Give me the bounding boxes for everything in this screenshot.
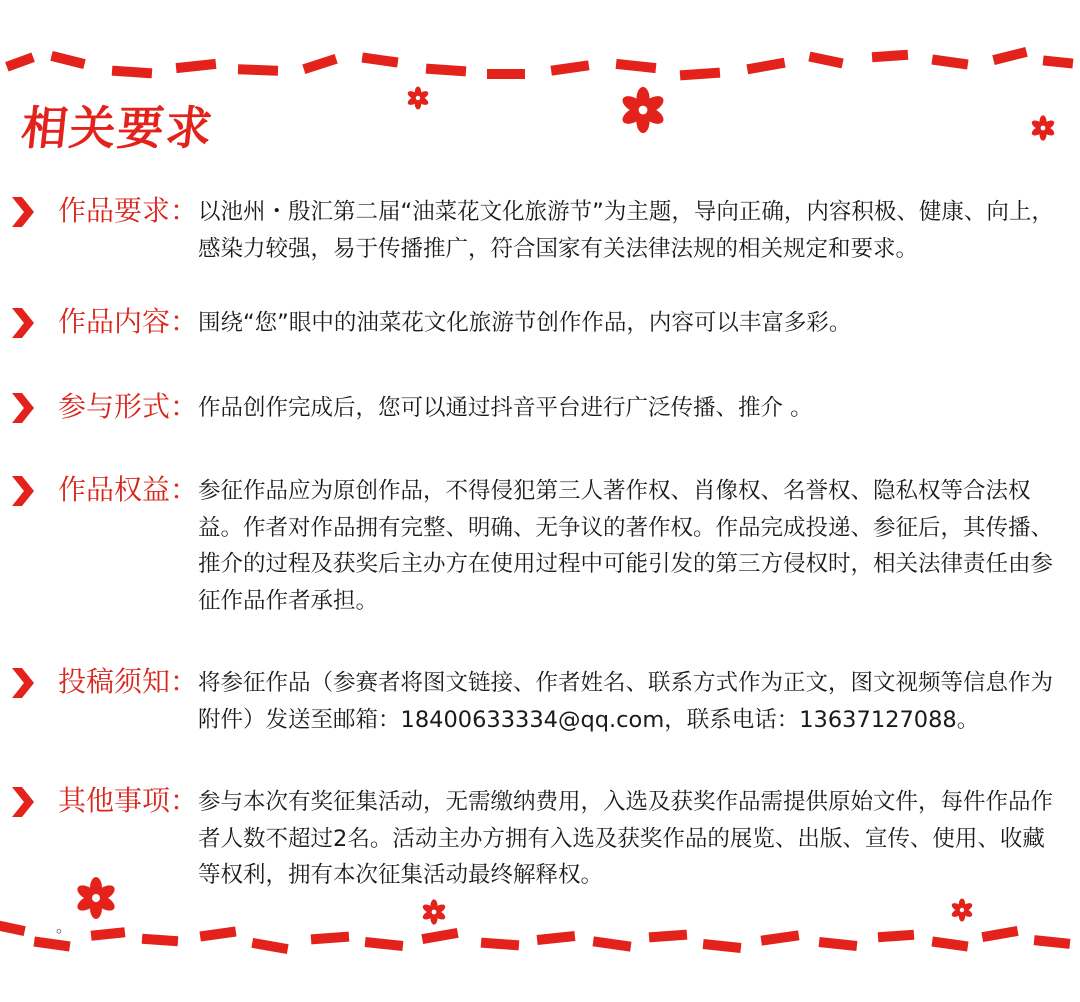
section-label: 参与形式： xyxy=(58,390,199,423)
ribbon-dash xyxy=(251,938,288,954)
ribbon-dash xyxy=(112,66,153,79)
trailing-mark: 。 xyxy=(56,917,73,936)
ribbon-dash xyxy=(592,936,631,951)
ribbon-dash xyxy=(238,64,278,75)
section-label: 作品内容： xyxy=(58,305,199,338)
section-label: 投稿须知： xyxy=(58,665,199,698)
ribbon-dash xyxy=(550,60,589,75)
ribbon-dash xyxy=(649,930,688,943)
ribbon-dash xyxy=(33,937,70,952)
section-label: 其他事项： xyxy=(58,784,199,817)
chevron-right-icon xyxy=(10,195,36,229)
ribbon-dash xyxy=(981,926,1018,942)
ribbon-dash xyxy=(361,53,398,68)
ribbon-dash xyxy=(487,69,525,79)
ribbon-dash xyxy=(1043,55,1074,68)
ribbon-dash xyxy=(931,937,968,952)
section-text: 以池州・殷汇第二届“油菜花文化旅游节”为主题，导向正确，内容积极、健康、向上，感染力较强，易于传播推广，符合国家有关法律法规的相关规定和要求。 xyxy=(198,199,1054,262)
chevron-right-icon xyxy=(10,391,36,425)
ribbon-dash xyxy=(311,932,350,945)
ribbon-dash xyxy=(50,51,85,69)
flower-icon xyxy=(1030,115,1055,140)
ribbon-dash xyxy=(365,937,404,951)
page-title: 相关要求 xyxy=(18,101,217,155)
chevron-right-icon xyxy=(10,474,36,508)
section-text: 围绕“您”眼中的油菜花文化旅游节创作作品，内容可以丰富多彩。 xyxy=(198,310,852,336)
chevron-right-icon xyxy=(10,666,36,700)
ribbon-dash xyxy=(992,47,1027,65)
ribbon-dash xyxy=(91,927,126,940)
section-label: 作品要求： xyxy=(58,194,199,227)
ribbon-dash xyxy=(760,930,799,945)
ribbon-dash xyxy=(0,920,26,936)
ribbon-dash xyxy=(616,59,657,73)
chevron-right-icon xyxy=(10,306,36,340)
ribbon-dash xyxy=(426,64,467,77)
ribbon-dash xyxy=(703,939,742,953)
ribbon-dash xyxy=(176,59,217,73)
ribbon-dash xyxy=(1034,935,1071,949)
ribbon-dash xyxy=(680,68,721,81)
flower-icon xyxy=(950,898,973,921)
ribbon-dash xyxy=(481,938,520,951)
section-text: 参征作品应为原创作品，不得侵犯第三人著作权、肖像权、名誉权、隐私权等合法权益。作者对作品拥有完整、明确、无争议的著作权。作品完成投递、参征后，其传播、推介的过程及获奖后主办方在使用过程中可能引发的第三方侵权时，相关法律责任由参征作品作者承担。 xyxy=(198,478,1054,614)
ribbon-dash xyxy=(5,53,35,72)
ribbon-dash xyxy=(199,927,236,942)
ribbon-dash xyxy=(819,937,858,951)
ribbon-dash xyxy=(931,55,968,70)
ribbon-dash xyxy=(808,52,843,69)
ribbon-dash xyxy=(142,934,179,946)
flower-icon xyxy=(406,86,429,109)
ribbon-dash xyxy=(746,58,785,74)
ribbon-dash xyxy=(302,54,337,74)
chevron-right-icon xyxy=(10,785,36,819)
section-text: 将参征作品（参赛者将图文链接、作者姓名、联系方式作为正文，图文视频等信息作为附件）发送至邮箱：18400633334@qq.com，联系电话：13637127088。 xyxy=(198,670,1054,733)
flower-icon xyxy=(75,877,117,919)
ribbon-dash xyxy=(421,928,458,944)
ribbon-dash xyxy=(872,50,909,62)
flower-icon xyxy=(421,899,446,924)
section-text: 参与本次有奖征集活动，无需缴纳费用，入选及获奖作品需提供原始文件，每件作品作者人数不超过2名。活动主办方拥有入选及获奖作品的展览、出版、宣传、使用、收藏等权利，拥有本次征集活动最终解释权。 xyxy=(198,789,1054,888)
ribbon-dash xyxy=(537,931,576,945)
section-label: 作品权益： xyxy=(58,473,199,506)
section-text: 作品创作完成后，您可以通过抖音平台进行广泛传播、推介 。 xyxy=(198,395,813,421)
ribbon-dash xyxy=(878,930,915,942)
flower-icon xyxy=(620,87,667,133)
